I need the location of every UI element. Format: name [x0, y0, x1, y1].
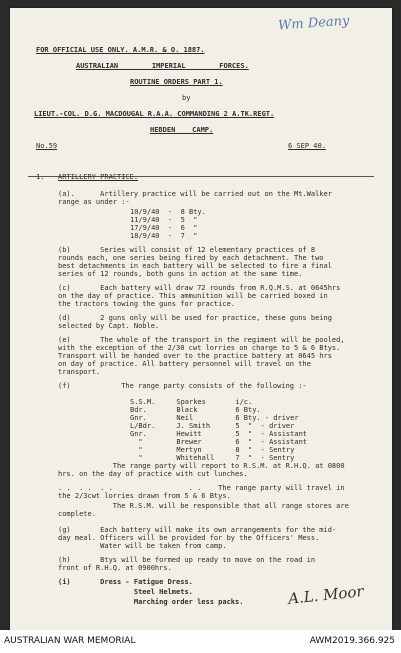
range-party-row: Gnr. Neil 6 Bty. - driver	[130, 414, 299, 422]
para-d-line-2: selected by Capt. Noble.	[58, 322, 160, 330]
para-i-line-2: Steel Helmets.	[58, 588, 193, 596]
para-b-line-1: (b) Series will consist of 12 elementary practices of 8	[58, 246, 316, 254]
para-e-line-3: Transport will be handed over to the practice battery at 0645 hrs	[58, 352, 332, 360]
range-party-row: Bdr. Black 6 Bty.	[130, 406, 261, 414]
range-party-row: " Brewer 6 " - Assistant	[130, 438, 308, 446]
para-c-line-2: on the day of practice. This ammunition will be carried boxed in	[58, 292, 328, 300]
para-f-intro: (f) The range party consists of the following :-	[58, 382, 307, 390]
para-h-line-2: front of R.H.Q. at 0900hrs.	[58, 564, 172, 572]
footer-accession: AWM2019.366.925	[309, 636, 395, 646]
range-party-row: Gnr. Hewitt 5 " - Assistant	[130, 430, 308, 438]
para-f-after-2: hrs. on the day of practice with cut lunches.	[58, 470, 248, 478]
force-line: AUSTRALIAN IMPERIAL FORCES.	[76, 62, 249, 70]
document-page	[10, 8, 392, 630]
handwritten-signature: A.L. Moor	[287, 582, 365, 608]
para-c-line-1: (c) Each battery will draw 72 rounds from R.Q.M.S. at 0645hrs	[58, 284, 341, 292]
order-number: No.59	[36, 142, 58, 150]
range-party-row: L/Bdr. J. Smith 5 " - driver	[130, 422, 295, 430]
para-f-after-4: the 2/3cwt lorries drawn from 5 & 6 Btys.	[58, 492, 231, 500]
para-c-line-3: the tractors towing the guns for practice.	[58, 300, 236, 308]
para-f-after-3: . . . . . . . . The range party will travel in	[58, 484, 345, 492]
classification-line: FOR OFFICIAL USE ONLY. A.M.R. & O. 1887.	[36, 46, 205, 54]
section-heading: ARTILLERY PRACTICE.	[58, 173, 139, 181]
by-line: by	[182, 94, 191, 102]
para-f-after-5: The R.S.M. will be responsible that all range stores are	[58, 502, 349, 510]
commander-line: LIEUT.-COL. D.G. MACDOUGAL R.A.A. COMMANDING 2 A.TK.REGT.	[34, 110, 275, 118]
para-h-line-1: (h) Btys will be formed up ready to move on the road in	[58, 556, 316, 564]
para-d-line-1: (d) 2 guns only will be used for practice, these guns being	[58, 314, 332, 322]
range-party-row: " Mertyn 8 " - Sentry	[130, 446, 295, 454]
para-i-line-1: (i) Dress - Fatigue Dress.	[58, 578, 193, 586]
schedule-row: 17/9/40 - 6 "	[130, 224, 198, 232]
para-b-line-3: best detachments in each battery will be selected to fire a final	[58, 262, 332, 270]
para-a-line-1: (a). Artillery practice will be carried out on the Mt.Walker	[58, 190, 332, 198]
para-b-line-2: rounds each, one series being fired by each detachment. The two	[58, 254, 324, 262]
handwritten-annotation-top: Wm Deany	[277, 13, 350, 34]
para-e-line-2: with the exception of the 2/30 cwt lorries on charge to 5 & 6 Btys.	[58, 344, 341, 352]
image-footer	[0, 630, 401, 653]
para-f-after-1: The range party will report to R.S.M. at R.H.Q. at 0800	[58, 462, 345, 470]
para-a-line-2: range as under :-	[58, 198, 130, 206]
para-g-line-1: (g) Each battery will make its own arrangements for the mid-	[58, 526, 337, 534]
para-b-line-4: series of 12 rounds, both guns in action at the same time.	[58, 270, 303, 278]
range-party-row: " Whitehall 7 " - Sentry	[130, 454, 295, 462]
camp-line: HEBDEN CAMP.	[150, 126, 214, 134]
footer-credit: AUSTRALIAN WAR MEMORIAL	[4, 636, 136, 646]
para-e-line-5: transport.	[58, 368, 101, 376]
para-f-after-6: complete.	[58, 510, 96, 518]
range-party-row: S.S.M. Sparkes i/c.	[130, 398, 253, 406]
para-i-line-3: Marching order less packs.	[58, 598, 244, 606]
para-e-line-4: on day of practice. All battery personnel will travel on the	[58, 360, 311, 368]
schedule-row: 11/9/40 - 5 "	[130, 216, 198, 224]
section-number: 1.	[36, 173, 45, 181]
schedule-row: 10/9/40 - 8 Bty.	[130, 208, 206, 216]
para-e-line-1: (e) The whole of the transport in the regiment will be pooled,	[58, 336, 345, 344]
document-title: ROUTINE ORDERS PART 1.	[130, 78, 223, 86]
para-g-line-2: day meal. Officers will be provided for by the Officers' Mess.	[58, 534, 320, 542]
order-date: 6 SEP 40.	[288, 142, 326, 150]
schedule-row: 18/9/40 - 7 "	[130, 232, 198, 240]
para-g-line-3: Water will be taken from camp.	[58, 542, 227, 550]
